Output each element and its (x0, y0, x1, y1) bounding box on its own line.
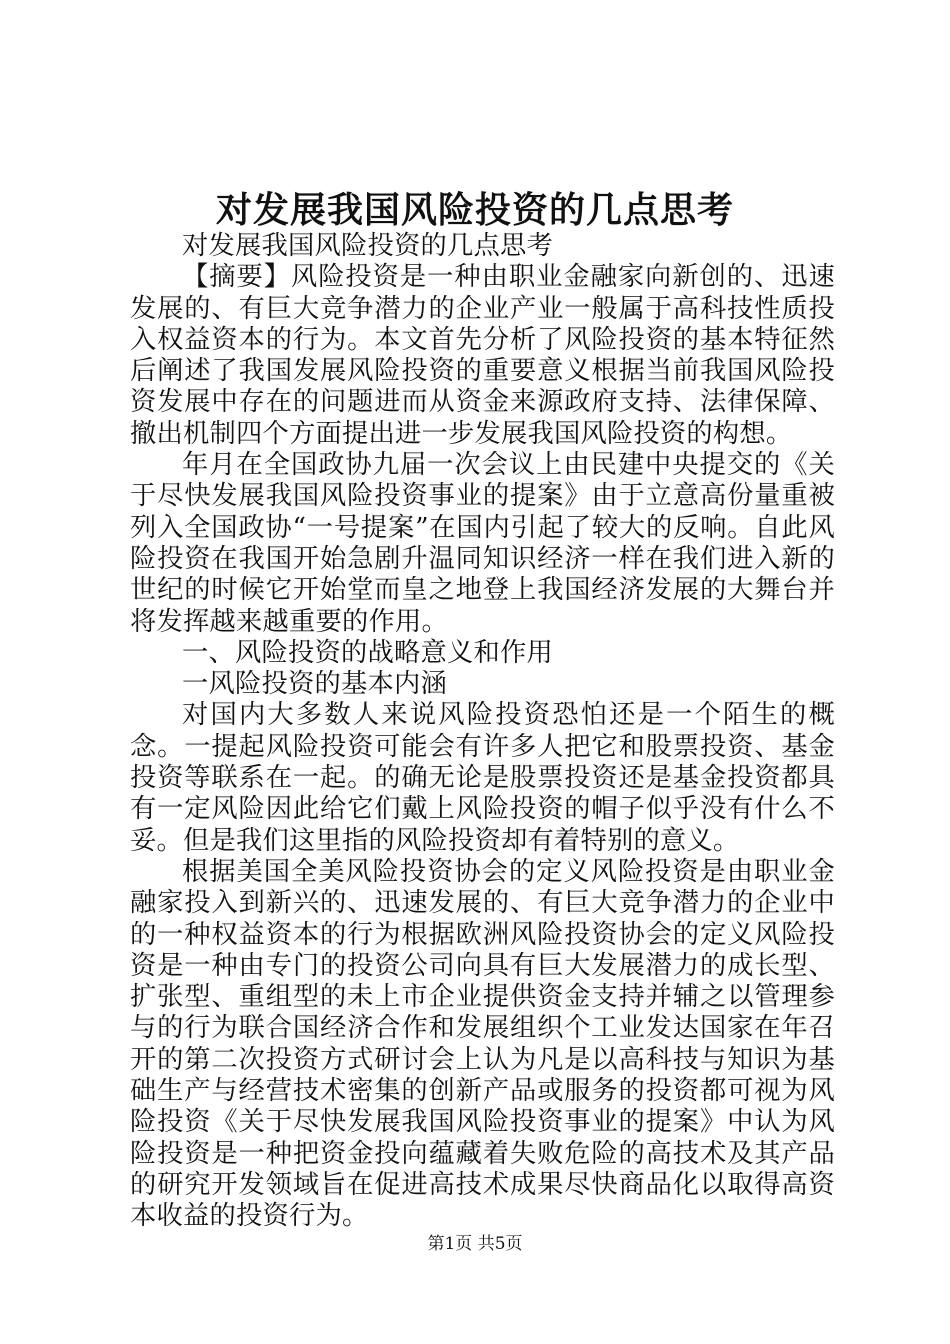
document-body (130, 231, 835, 1233)
subtitle-paragraph: 对发展我国风险投资的几点思考 (182, 231, 553, 261)
body-paragraph: 根据美国全美风险投资协会的定义风险投资是由职业金融家投入到新兴的、迅速发展的、有巨大竞争潜力的企业中的一种权益资本的行为根据欧洲风险投资协会的定义风险投资是一种由专门的投资公司向具有巨大发展潜力的成长型、扩张型、重组型的未上市企业提供资金支持并辅之以管理参与的行为联合国经济合作和发展组织个工业发达国家在年召开的第二次投资方式研讨会上认为凡是以高科技与知识为基础生产与经营技术密集的创新产品或服务的投资都可视为风险投资《关于尽快发展我国风险投资事业的提案》中认为风险投资是一种把资金投向蕴藏着失败危险的高技术及其产品的研究开发领域旨在促进高技术成果尽快商品化以取得高资本收益的投资行为。 (130, 856, 835, 1232)
abstract-paragraph: 【摘要】风险投资是一种由职业金融家向新创的、迅速发展的、有巨大竞争潜力的企业产业一般属于高科技性质投入权益资本的行为。本文首先分析了风险投资的基本特征然后阐述了我国发展风险投资的重要意义根据当前我国风险投资发展中存在的问题进而从资金来源政府支持、法律保障、撤出机制四个方面提出进一步发展我国风险投资的构想。 (130, 262, 835, 449)
document-title: 对发展我国风险投资的几点思考 (215, 189, 734, 231)
subsection-heading: 一风险投资的基本内涵 (182, 669, 447, 700)
body-paragraph: 对国内大多数人来说风险投资恐怕还是一个陌生的概念。一提起风险投资可能会有许多人把它和股票投资、基金投资等联系在一起。的确无论是股票投资还是基金投资都具有一定风险因此给它们戴上风险投资的帽子似乎没有什么不妥。但是我们这里指的风险投资却有着特别的意义。 (130, 700, 835, 856)
page-footer: 第1页 共5页 (427, 1234, 523, 1254)
body-paragraph: 年月在全国政协九届一次会议上由民建中央提交的《关于尽快发展我国风险投资事业的提案》由于立意高份量重被列入全国政协“一号提案”在国内引起了较大的反响。自此风险投资在我国开始急剧升温同知识经济一样在我们进入新的世纪的时候它开始堂而皇之地登上我国经济发展的大舞台并将发挥越来越重要的作用。 (130, 450, 835, 637)
section-heading: 一、风险投资的战略意义和作用 (182, 637, 553, 668)
